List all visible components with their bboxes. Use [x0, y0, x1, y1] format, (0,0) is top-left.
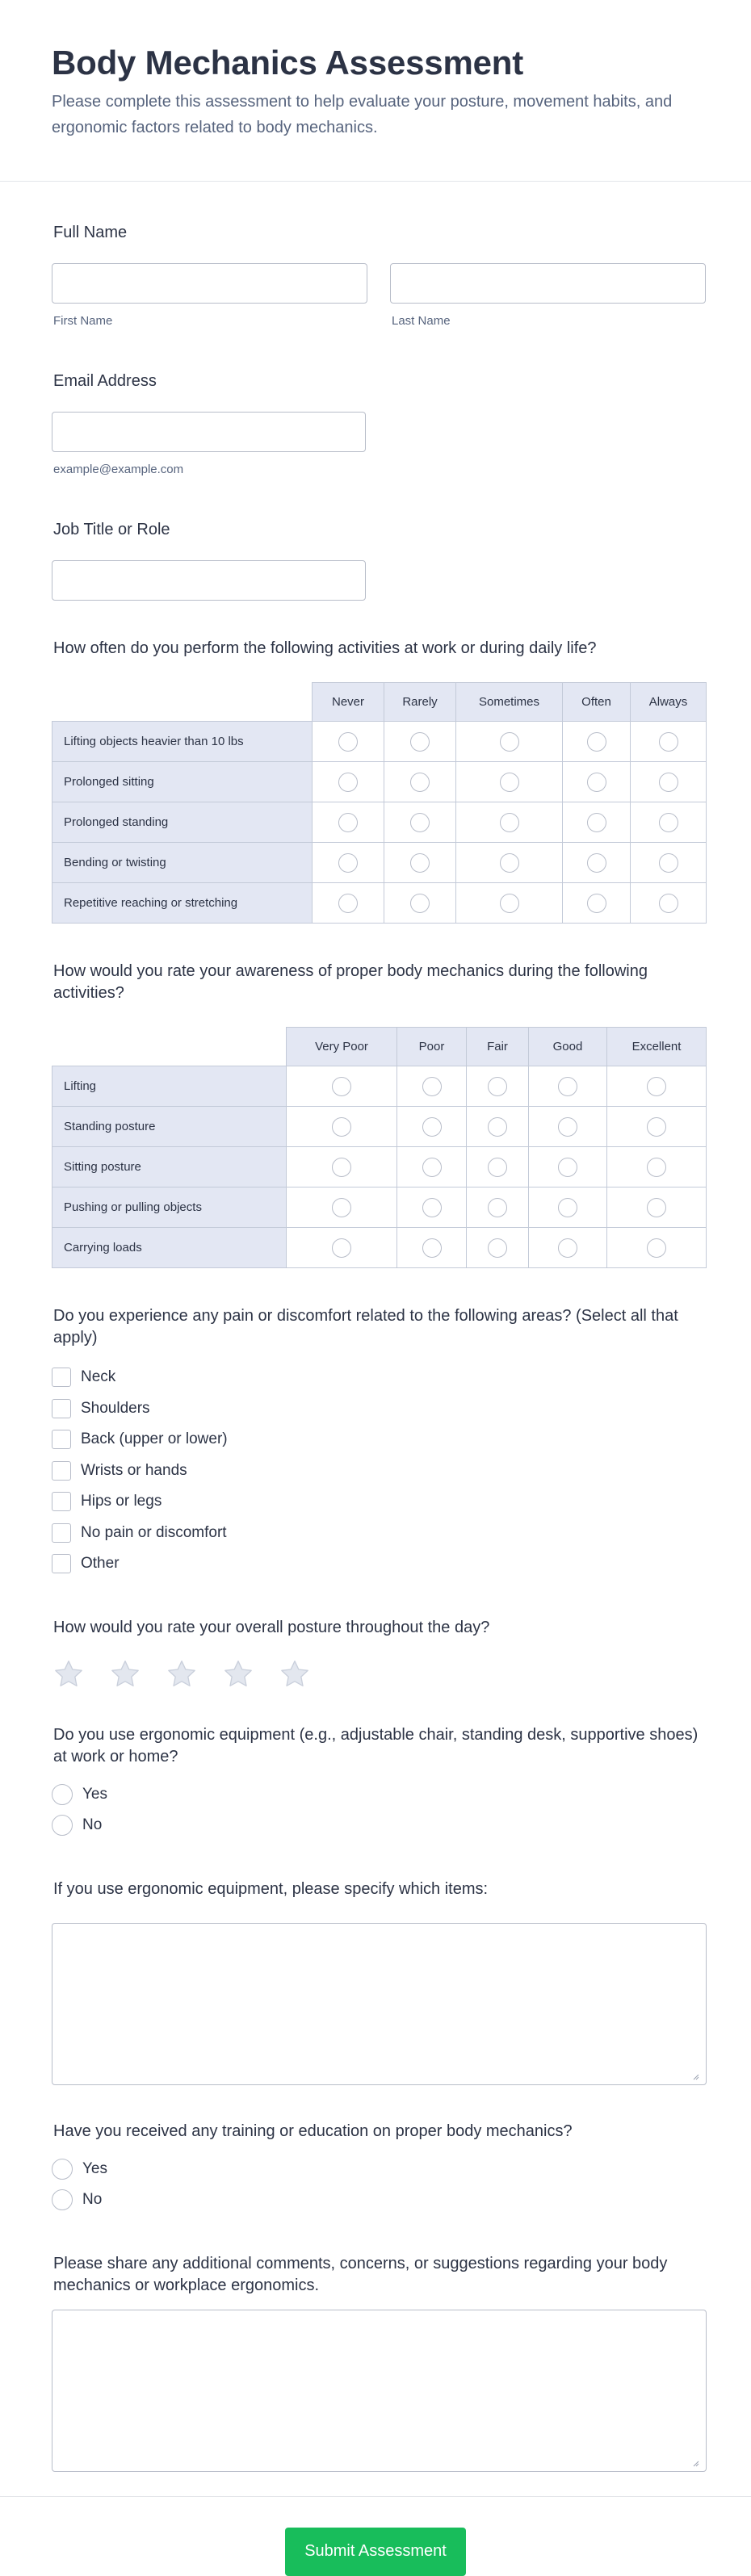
- matrix-radio[interactable]: [338, 894, 358, 913]
- email-label: Email Address: [53, 372, 157, 390]
- star-icon[interactable]: [165, 1658, 199, 1690]
- matrix-row: [52, 1066, 707, 1107]
- option-label: No: [82, 2191, 103, 2209]
- job-title-label: Job Title or Role: [53, 521, 170, 538]
- radio-button[interactable]: [52, 2159, 73, 2180]
- matrix-row: [52, 1107, 707, 1147]
- awareness-field: [52, 961, 706, 1268]
- matrix-row-label: Repetitive reaching or stretching: [52, 883, 313, 924]
- comments-textarea[interactable]: [52, 2310, 707, 2472]
- matrix-radio[interactable]: [410, 853, 430, 873]
- radio-button[interactable]: [52, 1784, 73, 1805]
- matrix-row: [52, 762, 707, 802]
- email-sublabel: example@example.com: [53, 463, 184, 476]
- email-field: [52, 371, 706, 476]
- checkbox[interactable]: [52, 1554, 71, 1573]
- checkbox-option[interactable]: [52, 1424, 706, 1456]
- matrix-radio[interactable]: [332, 1117, 351, 1137]
- matrix-column-header: Never: [313, 683, 384, 722]
- matrix-radio[interactable]: [587, 813, 606, 832]
- star-rating: [52, 1658, 706, 1690]
- training-field: [52, 2121, 706, 2216]
- comments-question: Please share any additional comments, concerns, or suggestions regarding your body mechanics or workplace ergonomics.: [53, 2254, 668, 2294]
- matrix-radio[interactable]: [488, 1198, 507, 1217]
- matrix-column-header: Good: [529, 1028, 607, 1066]
- star-icon[interactable]: [278, 1658, 312, 1690]
- matrix-row-label: Sitting posture: [52, 1147, 287, 1187]
- radio-option[interactable]: [52, 1810, 706, 1841]
- matrix-radio[interactable]: [647, 1198, 666, 1217]
- option-label: No: [82, 1816, 103, 1834]
- matrix-radio[interactable]: [500, 732, 519, 752]
- activities-field: [52, 638, 706, 924]
- activities-matrix: [52, 682, 707, 924]
- matrix-radio[interactable]: [332, 1077, 351, 1096]
- matrix-radio[interactable]: [647, 1238, 666, 1258]
- matrix-row: [52, 1228, 707, 1268]
- awareness-matrix: [52, 1027, 707, 1268]
- star-icon[interactable]: [52, 1658, 86, 1690]
- star-icon[interactable]: [221, 1658, 255, 1690]
- matrix-row: [52, 883, 707, 924]
- activities-question: How often do you perform the following activities at work or during daily life?: [53, 639, 597, 657]
- checkbox[interactable]: [52, 1461, 71, 1481]
- matrix-radio[interactable]: [422, 1198, 442, 1217]
- matrix-row-label: Lifting objects heavier than 10 lbs: [52, 722, 313, 762]
- form-footer: [0, 2496, 751, 2576]
- matrix-radio[interactable]: [332, 1198, 351, 1217]
- matrix-radio[interactable]: [659, 853, 678, 873]
- matrix-radio[interactable]: [410, 773, 430, 792]
- resize-grip-icon[interactable]: [691, 2459, 699, 2467]
- matrix-radio[interactable]: [659, 894, 678, 913]
- checkbox-option[interactable]: [52, 1456, 706, 1487]
- matrix-radio[interactable]: [422, 1238, 442, 1258]
- matrix-column-header: Very Poor: [287, 1028, 397, 1066]
- radio-option[interactable]: [52, 2184, 706, 2216]
- option-label: Other: [81, 1555, 120, 1573]
- matrix-radio[interactable]: [558, 1077, 577, 1096]
- option-label: Yes: [82, 1785, 107, 1803]
- matrix-radio[interactable]: [558, 1158, 577, 1177]
- matrix-row-label: Prolonged standing: [52, 802, 313, 843]
- radio-button[interactable]: [52, 1815, 73, 1836]
- matrix-column-header: Excellent: [607, 1028, 707, 1066]
- page-title: Body Mechanics Assessment: [52, 44, 524, 82]
- option-label: Back (upper or lower): [81, 1430, 228, 1448]
- matrix-radio[interactable]: [488, 1158, 507, 1177]
- radio-option[interactable]: [52, 1779, 706, 1811]
- job-title-input[interactable]: [52, 560, 366, 601]
- comments-field: [52, 2253, 706, 2472]
- matrix-radio[interactable]: [332, 1238, 351, 1258]
- matrix-radio[interactable]: [647, 1077, 666, 1096]
- checkbox[interactable]: [52, 1399, 71, 1418]
- matrix-radio[interactable]: [410, 894, 430, 913]
- awareness-question: How would you rate your awareness of proper body mechanics during the following activities?: [53, 962, 648, 1002]
- matrix-column-header: Sometimes: [456, 683, 563, 722]
- matrix-row: [52, 1187, 707, 1228]
- option-label: Shoulders: [81, 1399, 150, 1417]
- radio-option[interactable]: [52, 2154, 706, 2185]
- page-description: Please complete this assessment to help evaluate your posture, movement habits, and ergonomic factors related to body mechanics.: [52, 93, 673, 136]
- equipment-items-field: [52, 1879, 706, 2085]
- equipment-options: [52, 1779, 706, 1841]
- matrix-radio[interactable]: [332, 1158, 351, 1177]
- matrix-radio[interactable]: [422, 1158, 442, 1177]
- full-name-field: [52, 222, 706, 328]
- matrix-radio[interactable]: [587, 732, 606, 752]
- pain-question: Do you experience any pain or discomfort related to the following areas? (Select all that apply): [53, 1307, 678, 1347]
- matrix-row-label: Pushing or pulling objects: [52, 1187, 287, 1228]
- star-icon[interactable]: [108, 1658, 142, 1690]
- matrix-radio[interactable]: [338, 813, 358, 832]
- checkbox[interactable]: [52, 1430, 71, 1449]
- matrix-radio[interactable]: [410, 813, 430, 832]
- job-title-field: [52, 519, 706, 601]
- matrix-radio[interactable]: [647, 1117, 666, 1137]
- matrix-column-header: Poor: [397, 1028, 467, 1066]
- matrix-radio[interactable]: [500, 813, 519, 832]
- matrix-row: [52, 802, 707, 843]
- matrix-radio[interactable]: [558, 1117, 577, 1137]
- checkbox[interactable]: [52, 1523, 71, 1543]
- option-label: No pain or discomfort: [81, 1523, 227, 1541]
- matrix-row-label: Carrying loads: [52, 1228, 287, 1268]
- option-label: Yes: [82, 2159, 107, 2177]
- matrix-radio[interactable]: [338, 773, 358, 792]
- matrix-radio[interactable]: [500, 853, 519, 873]
- submit-button[interactable]: Submit Assessment: [285, 2528, 466, 2576]
- matrix-corner: [52, 683, 313, 722]
- matrix-corner: [52, 1028, 287, 1066]
- matrix-radio[interactable]: [422, 1077, 442, 1096]
- matrix-radio[interactable]: [500, 894, 519, 913]
- matrix-row: [52, 722, 707, 762]
- option-label: Hips or legs: [81, 1493, 162, 1510]
- matrix-radio[interactable]: [647, 1158, 666, 1177]
- radio-button[interactable]: [52, 2189, 73, 2210]
- matrix-radio[interactable]: [587, 773, 606, 792]
- first-name-sublabel: First Name: [53, 314, 113, 328]
- matrix-radio[interactable]: [558, 1198, 577, 1217]
- matrix-radio[interactable]: [587, 894, 606, 913]
- matrix-radio[interactable]: [338, 732, 358, 752]
- matrix-column-header: Rarely: [384, 683, 456, 722]
- training-question: Have you received any training or education on proper body mechanics?: [53, 2122, 573, 2140]
- option-label: Wrists or hands: [81, 1461, 187, 1479]
- matrix-radio[interactable]: [587, 853, 606, 873]
- equipment-items-textarea[interactable]: [52, 1923, 707, 2085]
- matrix-row-label: Lifting: [52, 1066, 287, 1107]
- matrix-radio[interactable]: [488, 1238, 507, 1258]
- matrix-radio[interactable]: [488, 1077, 507, 1096]
- checkbox[interactable]: [52, 1492, 71, 1511]
- equipment-items-question: If you use ergonomic equipment, please specify which items:: [53, 1879, 489, 1898]
- matrix-radio[interactable]: [659, 813, 678, 832]
- checkbox-option[interactable]: [52, 1393, 706, 1425]
- matrix-radio[interactable]: [338, 853, 358, 873]
- form-body: [0, 222, 751, 2472]
- last-name-sublabel: Last Name: [392, 314, 451, 328]
- matrix-radio[interactable]: [488, 1117, 507, 1137]
- matrix-row-label: Bending or twisting: [52, 843, 313, 883]
- equipment-question: Do you use ergonomic equipment (e.g., adjustable chair, standing desk, supportive shoes) at work or home?: [53, 1725, 699, 1766]
- full-name-label: Full Name: [53, 224, 128, 241]
- checkbox-option[interactable]: [52, 1518, 706, 1549]
- matrix-row: [52, 1147, 707, 1187]
- last-name-input[interactable]: [390, 263, 706, 304]
- equipment-field: [52, 1724, 706, 1841]
- matrix-radio[interactable]: [558, 1238, 577, 1258]
- checkbox-option[interactable]: [52, 1548, 706, 1580]
- first-name-input[interactable]: [52, 263, 367, 304]
- matrix-row-label: Prolonged sitting: [52, 762, 313, 802]
- matrix-column-header: Always: [631, 683, 707, 722]
- checkbox[interactable]: [52, 1368, 71, 1387]
- checkbox-option[interactable]: [52, 1486, 706, 1518]
- form-header: [0, 0, 751, 182]
- matrix-radio[interactable]: [410, 732, 430, 752]
- option-label: Neck: [81, 1368, 116, 1386]
- matrix-radio[interactable]: [659, 773, 678, 792]
- matrix-column-header: Often: [563, 683, 631, 722]
- pain-field: [52, 1305, 706, 1580]
- training-options: [52, 2154, 706, 2216]
- matrix-radio[interactable]: [422, 1117, 442, 1137]
- matrix-radio[interactable]: [659, 732, 678, 752]
- email-input[interactable]: [52, 412, 366, 452]
- posture-question: How would you rate your overall posture throughout the day?: [53, 1618, 490, 1636]
- matrix-row: [52, 843, 707, 883]
- pain-options: [52, 1362, 706, 1580]
- resize-grip-icon[interactable]: [691, 2072, 699, 2080]
- checkbox-option[interactable]: [52, 1362, 706, 1393]
- matrix-row-label: Standing posture: [52, 1107, 287, 1147]
- matrix-radio[interactable]: [500, 773, 519, 792]
- matrix-column-header: Fair: [467, 1028, 529, 1066]
- posture-field: [52, 1617, 706, 1690]
